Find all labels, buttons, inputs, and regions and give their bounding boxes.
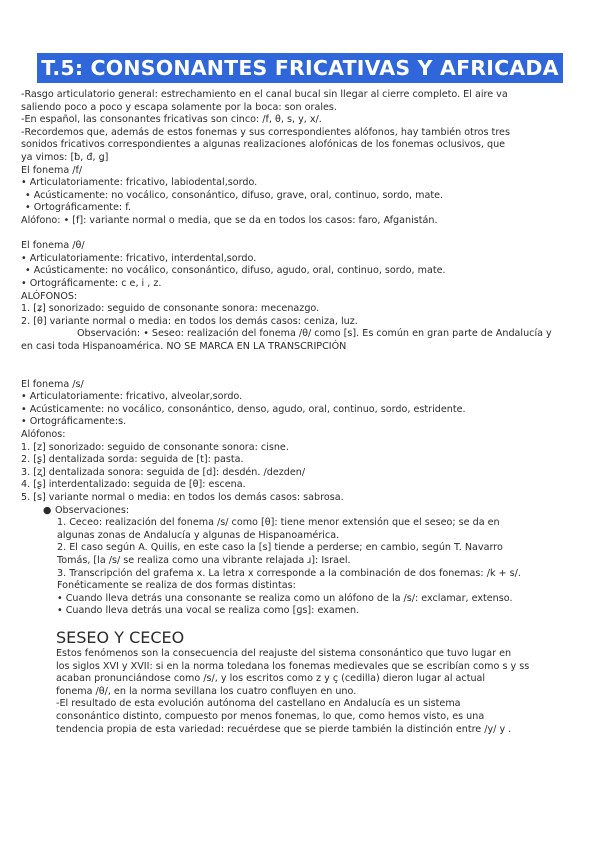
text-line: Alófonos: <box>21 429 66 441</box>
seseo-ceceo-heading: SESEO Y CECEO <box>56 628 185 647</box>
intro-section <box>21 89 583 165</box>
intro-line: -Rasgo articulatorio general: estrechamiento en el canal bucal sin llegar al cierre completo. El aire va <box>21 89 508 100</box>
text-line: • Acústicamente: no vocálico, consonántico, difuso, grave, oral, continuo, sordo, mate. <box>25 189 444 201</box>
observaciones-section <box>21 505 583 618</box>
observation-line: • Cuando lleva detrás una consonante se realiza como un alófono de la /s/: exclamar, extenso. <box>57 592 513 604</box>
text-line: 5. [s] variante normal o media: en todos los demás casos: sabrosa. <box>21 492 344 503</box>
intro-line: ya vimos: [ƀ, đ, ǥ] <box>21 151 109 163</box>
observation-line: • Cuando lleva detrás una vocal se realiza como [ɡs]: examen. <box>57 605 360 617</box>
spacer <box>21 366 583 379</box>
text-line: acaban pronunciándose como /s/, y los escritos como z y ç (cedilla) dieron lugar al actual <box>56 673 486 685</box>
fonema-theta-section <box>21 240 583 353</box>
text-line: • Acústicamente: no vocálico, consonántico, difuso, agudo, oral, continuo, sordo, mate. <box>25 265 446 277</box>
observation-line: Tomás, [la /s/ se realiza como una vibrante relajada ɹ]: Israel. <box>57 554 351 566</box>
text-line: • Acústicamente: no vocálico, consonántico, denso, agudo, oral, continuo, sordo, estridente. <box>21 403 466 415</box>
text-line: 3. [ʐ] dentalizada sonora: seguida de [d]: desdén. /dezden/ <box>21 466 306 478</box>
text-line: • Articulatoriamente: fricativo, alveolar,sordo. <box>21 391 243 403</box>
observation-line: 2. El caso según A. Quilis, en este caso la [s] tiende a perderse; en cambio, según T. Navarro <box>57 542 503 554</box>
text-line: • Articulatoriamente: fricativo, interdental,sordo. <box>21 252 257 264</box>
text-line: ALÓFONOS: <box>21 290 78 302</box>
observation-line: en casi toda Hispanoamérica. NO SE MARCA EN LA TRANSCRIPCIÓN <box>21 340 347 352</box>
text-line: consonántico distinto, compuesto por menos fonemas, lo que, como hemos visto, es una <box>56 710 485 722</box>
text-line: • Ortográficamente: c e, i , z. <box>21 277 162 289</box>
intro-line: saliendo poco a poco y escapa solamente por la boca: son orales. <box>21 101 337 113</box>
text-line: Estos fenómenos son la consecuencia del reajuste del sistema consonántico que tuvo lugar en <box>56 648 512 659</box>
text-line: Alófono: • [f]: variante normal o media, que se da en todos los casos: faro, Afganistán. <box>21 214 438 226</box>
text-line: los siglos XVI y XVII: si en la norma toledana los fonemas medievales que se escribían como s y ss <box>56 660 530 672</box>
text-line: fonema /θ/, en la norma sevillana los cuatro confluyen en uno. <box>56 685 357 697</box>
fonema-f-section <box>21 165 583 228</box>
spacer <box>21 228 583 241</box>
text-line: • Ortográficamente: f. <box>25 202 131 214</box>
text-line: 2. [θ] variante normal o media: en todos los demás casos: ceniza, luz. <box>21 315 358 327</box>
observation-line: 3. Transcripción del grafema x. La letra x corresponde a la combinación de dos fonemas: /k + s/. <box>57 567 521 579</box>
text-line: 2. [ʂ] dentalizada sorda: seguida de [t]: pasta. <box>21 454 244 466</box>
intro-line: -Recordemos que, además de estos fonemas y sus correspondientes alófonos, hay también otros tres <box>21 126 510 138</box>
title-container <box>0 53 600 83</box>
observation-line: Observación: • Seseo: realización del fonema /θ/ como [s]. Es común en gran parte de Andalucía y <box>77 328 552 340</box>
observation-line: algunas zonas de Andalucía y algunas de Hispanoamérica. <box>57 529 340 541</box>
text-line: 4. [ʂ] interdentalizado: seguida de [θ]: escena. <box>21 479 246 491</box>
intro-line: sonidos fricativos correspondientes a algunas realizaciones alofónicas de los fonemas oclusivos, que <box>21 139 506 151</box>
text-line: • Ortográficamente:s. <box>21 416 127 428</box>
intro-line: -En español, las consonantes fricativas son cinco: /f, θ, s, y, x/. <box>21 114 322 126</box>
document-body <box>21 89 583 618</box>
observaciones-heading <box>21 505 583 518</box>
observation-line: Fonéticamente se realiza de dos formas distintas: <box>57 580 296 592</box>
text-line: • Articulatoriamente: fricativo, labiodental,sordo. <box>21 177 258 189</box>
fonema-s-section <box>21 379 583 505</box>
spacer <box>21 353 583 366</box>
text-line: tendencia propia de esta variedad: recuérdese que se pierde también la distinción entre /y/ y . <box>56 723 512 735</box>
bullet-icon: ● <box>43 504 52 516</box>
section-heading: El fonema /s/ <box>21 378 84 390</box>
text-line: -El resultado de esta evolución autónoma del castellano en Andalucía es un sistema <box>56 698 461 710</box>
seseo-ceceo-body <box>56 648 586 736</box>
observation-line: 1. Ceceo: realización del fonema /s/ como [θ]: tiene menor extensión que el seseo; se da en <box>57 517 500 529</box>
text-line: 1. [z] sonorizado: seguido de consonante sonora: cisne. <box>21 441 289 453</box>
section-heading: El fonema /f/ <box>21 164 83 176</box>
page-title: T.5: CONSONANTES FRICATIVAS Y AFRICADA <box>37 53 562 83</box>
section-heading: El fonema /θ/ <box>21 240 85 252</box>
text-line: 1. [ʑ] sonorizado: seguido de consonante sonora: mecenazgo. <box>21 303 320 315</box>
observaciones-label: Observaciones: <box>55 504 130 516</box>
